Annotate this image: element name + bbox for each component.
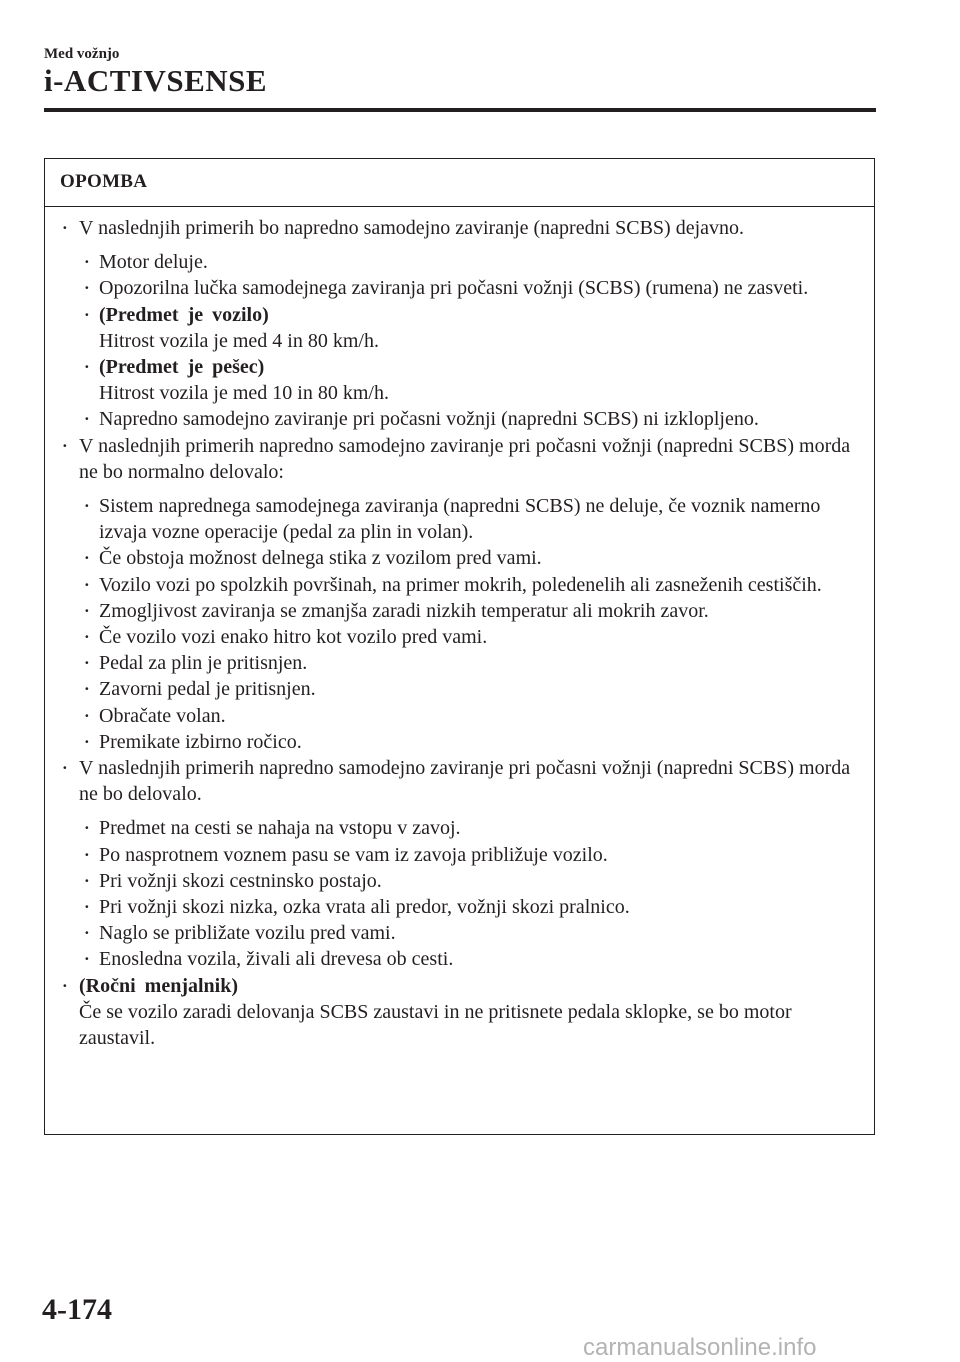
bullet-icon: · [84, 252, 90, 272]
note-box [44, 158, 875, 1135]
sub-item-text: Če vozilo vozi enako hitro kot vozilo pred vami. [99, 626, 488, 649]
bullet-icon: · [84, 731, 90, 751]
sub-item-text: Sistem naprednega samodejnega zaviranja (napredni SCBS) ne deluje, če voznik namerno izvaja vozne operacije (pedal za plin in volan). [99, 495, 821, 544]
bullet-icon: · [84, 653, 90, 673]
note-item [45, 215, 874, 241]
bullet-icon: · [62, 758, 68, 778]
sub-item [45, 545, 874, 571]
sub-item [45, 815, 874, 841]
note-item-text: V naslednjih primerih bo napredno samodejno zaviranje (napredni SCBS) dejavno. [79, 217, 745, 239]
sub-item [45, 493, 874, 545]
bullet-icon: · [84, 278, 90, 298]
note-item-text: V naslednjih primerih napredno samodejno zaviranje pri počasni vožnji (napredni SCBS) morda ne bo delovalo. [79, 757, 851, 806]
sub-item [45, 946, 874, 972]
sub-item [45, 354, 874, 406]
sub-item-text: Pedal za plin je pritisnjen. [99, 652, 308, 675]
note-item-text: V naslednjih primerih napredno samodejno zaviranje pri počasni vožnji (napredni SCBS) morda ne bo normalno delovalo: [79, 434, 851, 483]
note-item [45, 433, 874, 485]
sub-list [45, 485, 874, 755]
sub-item-text: Hitrost vozila je med 10 in 80 km/h. [99, 382, 389, 405]
note-item-title: (Ročni menjalnik) [79, 974, 238, 997]
sub-item [45, 275, 874, 301]
note-item [45, 755, 874, 807]
sub-item-text: Napredno samodejno zaviranje pri počasni vožnji (napredni SCBS) ni izklopljeno. [99, 408, 759, 431]
bullet-icon: · [84, 574, 90, 594]
section-label: Med vožnjo [44, 46, 120, 62]
sub-item-text: Pri vožnji skozi cestninsko postajo. [99, 869, 382, 892]
sub-item [45, 729, 874, 755]
bullet-icon: · [62, 975, 68, 995]
sub-item [45, 703, 874, 729]
sub-item [45, 894, 874, 920]
sub-item-text: Motor deluje. [99, 251, 208, 274]
bullet-icon: · [84, 897, 90, 917]
sub-item [45, 842, 874, 868]
sub-item-text: Vozilo vozi po spolzkih površinah, na primer mokrih, poledenelih ali zasneženih cestiščih. [99, 573, 822, 596]
bullet-icon: · [84, 304, 90, 324]
sub-item-text: Obračate volan. [99, 704, 226, 727]
sub-item-text: Predmet na cesti se nahaja na vstopu v zavoj. [99, 817, 461, 840]
bullet-icon: · [84, 409, 90, 429]
chapter-title: i-ACTIVSENSE [44, 63, 268, 98]
sub-list [45, 241, 874, 432]
bullet-icon: · [84, 548, 90, 568]
sub-item-text: Hitrost vozila je med 4 in 80 km/h. [99, 329, 379, 352]
bullet-icon: · [84, 496, 90, 516]
bullet-icon: · [84, 923, 90, 943]
sub-item-text: Enosledna vozila, živali ali drevesa ob cesti. [99, 948, 454, 971]
sub-item [45, 598, 874, 624]
sub-item [45, 572, 874, 598]
note-body [45, 207, 874, 1051]
sub-item [45, 920, 874, 946]
sub-item-text: Premikate izbirno ročico. [99, 730, 302, 753]
watermark: carmanualsonline.info [583, 1334, 817, 1361]
sub-item [45, 868, 874, 894]
bullet-icon: · [62, 435, 68, 455]
sub-item-text: Po nasprotnem voznem pasu se vam iz zavoja približuje vozilo. [99, 843, 608, 866]
note-item-text: Če se vozilo zaradi delovanja SCBS zaustavi in ne pritisnete pedala sklopke, se bo motor zaustavil. [79, 1000, 792, 1050]
bullet-icon: · [84, 949, 90, 969]
sub-item-text: Naglo se približate vozilu pred vami. [99, 922, 396, 945]
header-rule [44, 108, 876, 112]
bullet-icon: · [84, 679, 90, 699]
sub-item-text: Zmogljivost zaviranja se zmanjša zaradi nizkih temperatur ali mokrih zavor. [99, 599, 709, 622]
bullet-icon: · [84, 870, 90, 890]
sub-item [45, 249, 874, 275]
sub-item-text: Zavorni pedal je pritisnjen. [99, 678, 316, 701]
note-heading: OPOMBA [45, 159, 874, 207]
sub-item [45, 676, 874, 702]
page-number: 4-174 [42, 1293, 112, 1326]
bullet-icon: · [84, 357, 90, 377]
sub-item-text: Opozorilna lučka samodejnega zaviranja pri počasni vožnji (SCBS) (rumena) ne zasveti. [99, 277, 809, 300]
bullet-icon: · [84, 705, 90, 725]
sub-item [45, 650, 874, 676]
sub-item-text: Če obstoja možnost delnega stika z vozilom pred vami. [99, 547, 542, 570]
sub-item [45, 302, 874, 354]
bullet-icon: · [62, 218, 68, 237]
sub-list [45, 807, 874, 972]
sub-item [45, 406, 874, 432]
sub-item [45, 624, 874, 650]
note-item [45, 973, 874, 1052]
sub-item-title: (Predmet je pešec) [99, 356, 265, 379]
sub-item-title: (Predmet je vozilo) [99, 303, 269, 326]
bullet-icon: · [84, 818, 90, 838]
bullet-icon: · [84, 600, 90, 620]
bullet-icon: · [84, 627, 90, 647]
bullet-icon: · [84, 844, 90, 864]
sub-item-text: Pri vožnji skozi nizka, ozka vrata ali predor, vožnji skozi pralnico. [99, 896, 630, 919]
